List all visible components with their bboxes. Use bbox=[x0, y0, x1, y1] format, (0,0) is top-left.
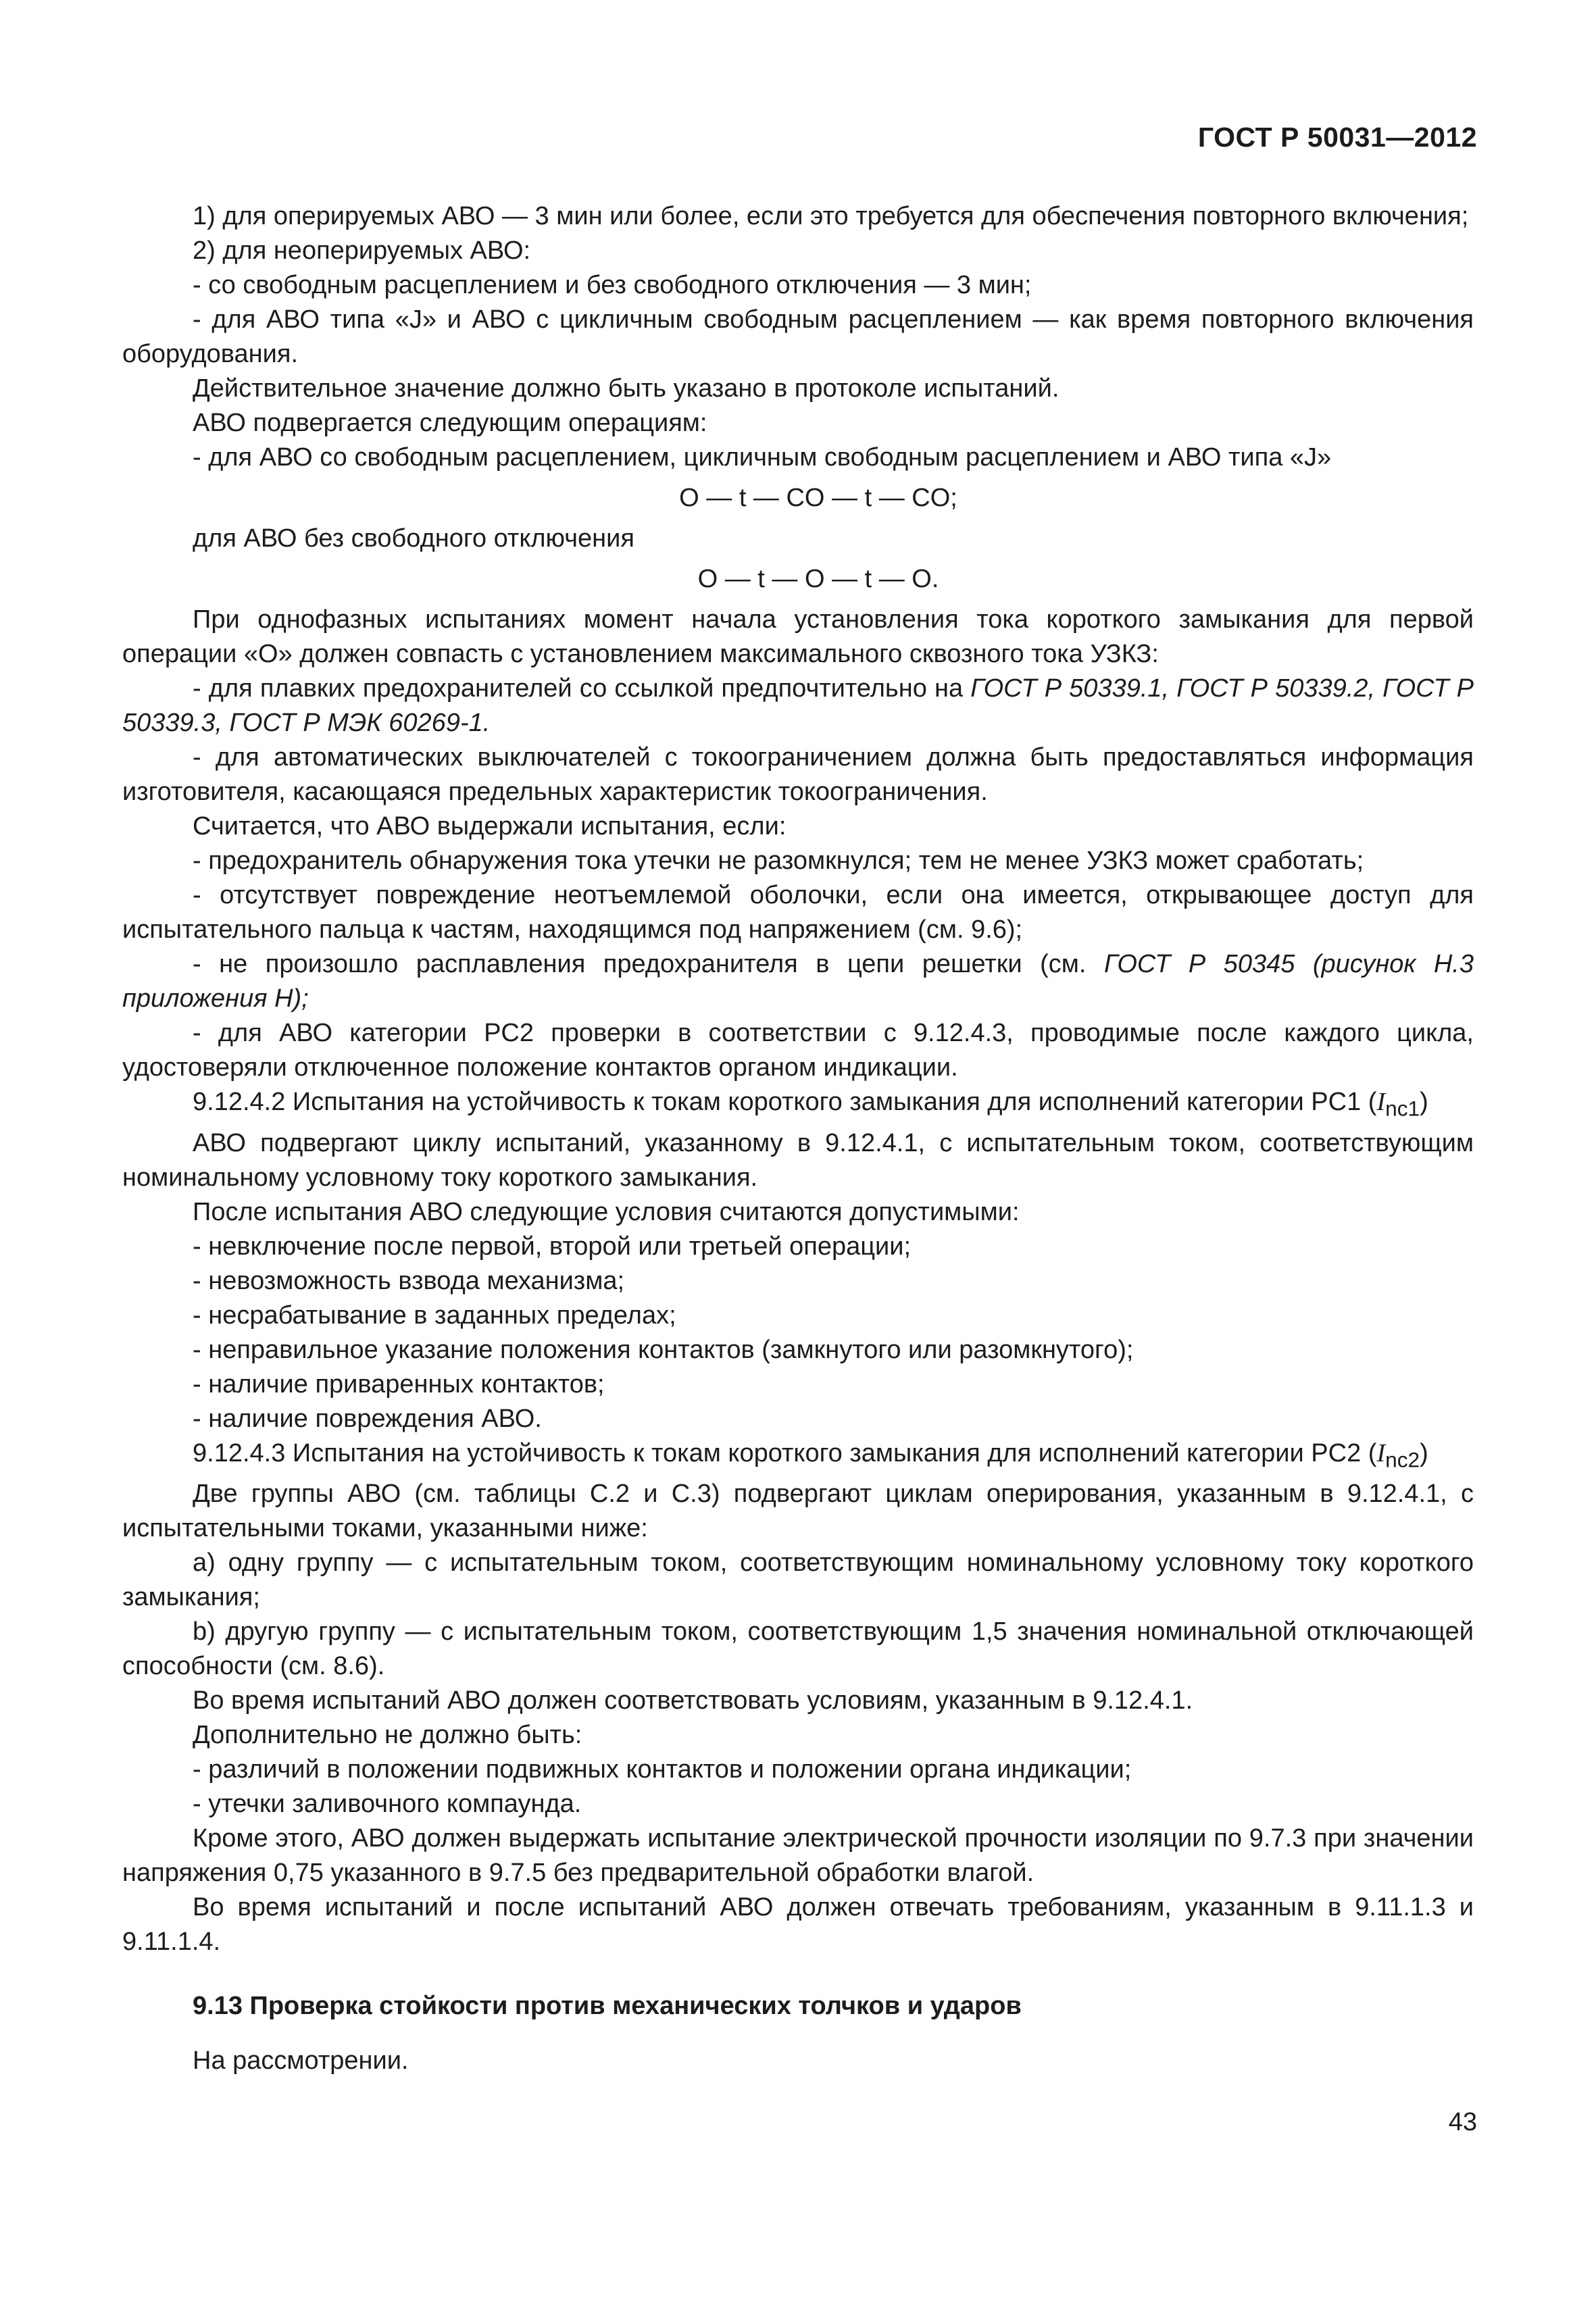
list-item bbox=[122, 947, 1474, 1016]
document-body bbox=[122, 199, 1474, 2078]
list-item: - несрабатывание в заданных пределах; bbox=[193, 1301, 676, 1330]
current-subscript: nc1 bbox=[1385, 1096, 1420, 1121]
list-item-text: - для плавких предохранителей со ссылкой предпочтительно на bbox=[193, 674, 971, 703]
list-item: - неправильное указание положения контактов (замкнутого или разомкнутого); bbox=[193, 1335, 1134, 1364]
paragraph: 1) для оперируемых АВО — 3 мин или более, если это требуется для обеспечения повторного включения; bbox=[193, 202, 1469, 230]
list-item bbox=[122, 672, 1474, 740]
list-item: a) одну группу — с испытательным током, соответствующим номинальному условному току короткого замыкания; bbox=[122, 1549, 1474, 1612]
list-item: - со свободным расцеплением и без свободного отключения — 3 мин; bbox=[193, 271, 1032, 299]
paragraph: АВО подвергают циклу испытаний, указанному в 9.12.4.1, с испытательным током, соответствующим номинальному условному току короткого замыкания. bbox=[122, 1128, 1474, 1192]
list-item: - для автоматических выключателей с токоограничением должна быть предоставляться информация изготовителя, касающаяся предельных характеристик токоограничения. bbox=[122, 743, 1474, 806]
list-item: - утечки заливочного компаунда. bbox=[193, 1790, 582, 1819]
paragraph: Две группы АВО (см. таблицы С.2 и С.3) подвергают циклам оперирования, указанным в 9.12.4.1, с испытательными токами, указанными ниже: bbox=[122, 1480, 1474, 1543]
document-code: ГОСТ Р 50031—2012 bbox=[1197, 122, 1477, 153]
paragraph: После испытания АВО следующие условия считаются допустимыми: bbox=[193, 1197, 1020, 1226]
standard-reference: ГОСТ Р 50345 (рисунок Н.3 приложения Н); bbox=[122, 950, 1474, 1013]
operation-sequence-formula: O — t — O — t — O. bbox=[697, 565, 939, 593]
paragraph: При однофазных испытаниях момент начала установления тока короткого замыкания для первой операции «О» должен совпасть с установлением максимального сквозного тока УЗКЗ: bbox=[122, 605, 1474, 668]
paragraph: Считается, что АВО выдержали испытания, если: bbox=[193, 812, 787, 840]
clause-title bbox=[122, 1085, 1474, 1126]
list-item: b) другую группу — с испытательным током, соответствующим 1,5 значения номинальной отключающей способности (см. 8.6). bbox=[122, 1617, 1474, 1681]
clause-text-end: ) bbox=[1420, 1088, 1428, 1116]
paragraph: Во время испытаний и после испытаний АВО должен отвечать требованиям, указанным в 9.11.1.3 и 9.11.1.4. bbox=[122, 1893, 1474, 1957]
current-symbol: I bbox=[1376, 1438, 1386, 1467]
standard-reference: ГОСТ Р 50339.1, ГОСТ Р 50339.2, ГОСТ Р 50339.3, ГОСТ Р МЭК 60269-1. bbox=[122, 674, 1474, 737]
list-item: - невключение после первой, второй или третьей операции; bbox=[193, 1232, 912, 1261]
list-item: - отсутствует повреждение неотъемлемой оболочки, если она имеется, открывающее доступ для испытательного пальца к частям, находящимся под напряжением (см. 9.6); bbox=[122, 881, 1474, 944]
paragraph: Дополнительно не должно быть: bbox=[193, 1721, 582, 1750]
current-symbol: I bbox=[1376, 1088, 1386, 1116]
list-item: - для АВО типа «J» и АВО с цикличным свободным расцеплением — как время повторного включения оборудования. bbox=[122, 305, 1474, 368]
paragraph: Во время испытаний АВО должен соответствовать условиям, указанным в 9.12.4.1. bbox=[193, 1686, 1193, 1715]
list-item: - невозможность взвода механизма; bbox=[193, 1266, 625, 1295]
paragraph: 2) для неоперируемых АВО: bbox=[193, 236, 531, 265]
paragraph: АВО подвергается следующим операциям: bbox=[193, 409, 707, 437]
paragraph: Кроме этого, АВО должен выдержать испытание электрической прочности изоляции по 9.7.3 при значении напряжения 0,75 указанного в 9.7.5 без предварительной обработки влагой. bbox=[122, 1824, 1474, 1888]
page-number: 43 bbox=[1448, 2108, 1477, 2136]
list-item-text: - не произошло расплавления предохранителя в цепи решетки (см. bbox=[193, 950, 1104, 978]
list-item: - различий в положении подвижных контактов и положении органа индикации; bbox=[193, 1755, 1132, 1784]
paragraph: Действительное значение должно быть указано в протоколе испытаний. bbox=[193, 374, 1059, 403]
clause-text: 9.12.4.2 Испытания на устойчивость к токам короткого замыкания для исполнений категории PC1 ( bbox=[193, 1088, 1377, 1116]
paragraph: На рассмотрении. bbox=[193, 2046, 409, 2076]
list-item: - предохранитель обнаружения тока утечки не разомкнулся; тем не менее УЗКЗ может сработать; bbox=[193, 847, 1364, 875]
list-item: - для АВО со свободным расцеплением, цикличным свободным расцеплением и АВО типа «J» bbox=[193, 443, 1332, 472]
paragraph: для АВО без свободного отключения bbox=[193, 524, 634, 553]
current-subscript: nc2 bbox=[1385, 1447, 1420, 1472]
clause-title bbox=[122, 1436, 1474, 1478]
clause-text: 9.12.4.3 Испытания на устойчивость к токам короткого замыкания для исполнений категории PC2 ( bbox=[193, 1438, 1377, 1467]
list-item: - наличие приваренных контактов; bbox=[193, 1369, 605, 1399]
list-item: - для АВО категории PC2 проверки в соответствии с 9.12.4.3, проводимые после каждого цикла, удостоверяли отключенное положение контактов органом индикации. bbox=[122, 1019, 1474, 1082]
section-heading: 9.13 Проверка стойкости против механических толчков и ударов bbox=[193, 1992, 1022, 2021]
list-item: - наличие повреждения АВО. bbox=[193, 1404, 542, 1433]
clause-text-end: ) bbox=[1420, 1438, 1428, 1467]
operation-sequence-formula: O — t — CO — t — CO; bbox=[679, 484, 957, 512]
